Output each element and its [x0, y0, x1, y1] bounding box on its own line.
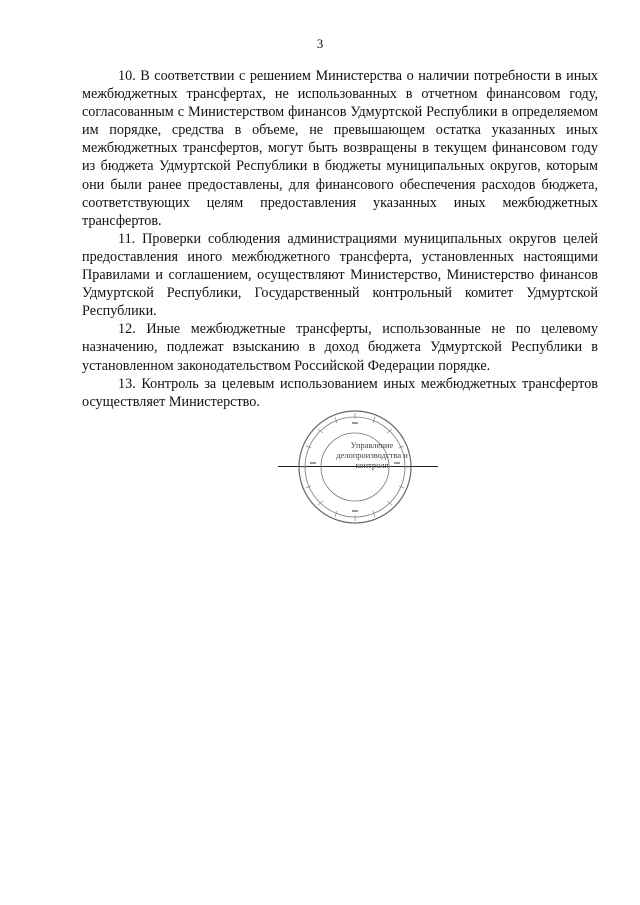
paragraph-13: 13. Контроль за целевым использованием иных межбюджетных трансфертов осуществляет Министерство.: [82, 375, 598, 410]
paragraph-11: 11. Проверки соблюдения администрациями муниципальных округов целей предоставления иного межбюджетного трансферта, установленных настоящими Правилами и соглашением, осуществляют Министерство, Министерство финансов Удмуртской Республики, Государственный контрольный комитет Удмуртской Республики.: [82, 230, 598, 320]
paragraph-10: 10. В соответствии с решением Министерства о наличии потребности в иных межбюджетных трансфертах, не использованных в отчетном финансовом году, согласованным с Министерством финансов Удмуртской Республики в определяемом им порядке, средства в объеме, не превышающем остатка указанных иных межбюджетных трансфертов, могут быть возвращены в текущем финансовом году из бюджета Удмуртской Республики в бюджеты муниципальных округов, которым они были ранее предоставлены, для финансового обеспечения расходов бюджета, соответствующих целям предоставления указанных иных межбюджетных трансфертов.: [82, 68, 598, 229]
paragraph-12: 12. Иные межбюджетные трансферты, использованные не по целевому назначению, подлежат взысканию в доход бюджета Удмуртской Республики в установленном законодательством Российской Федерации порядке.: [82, 321, 598, 374]
document-body: [82, 67, 598, 411]
page-number: 3: [316, 36, 324, 51]
seal-center-text: Управление делопроизводства и контроля: [336, 440, 408, 470]
official-seal-area: [270, 408, 440, 526]
